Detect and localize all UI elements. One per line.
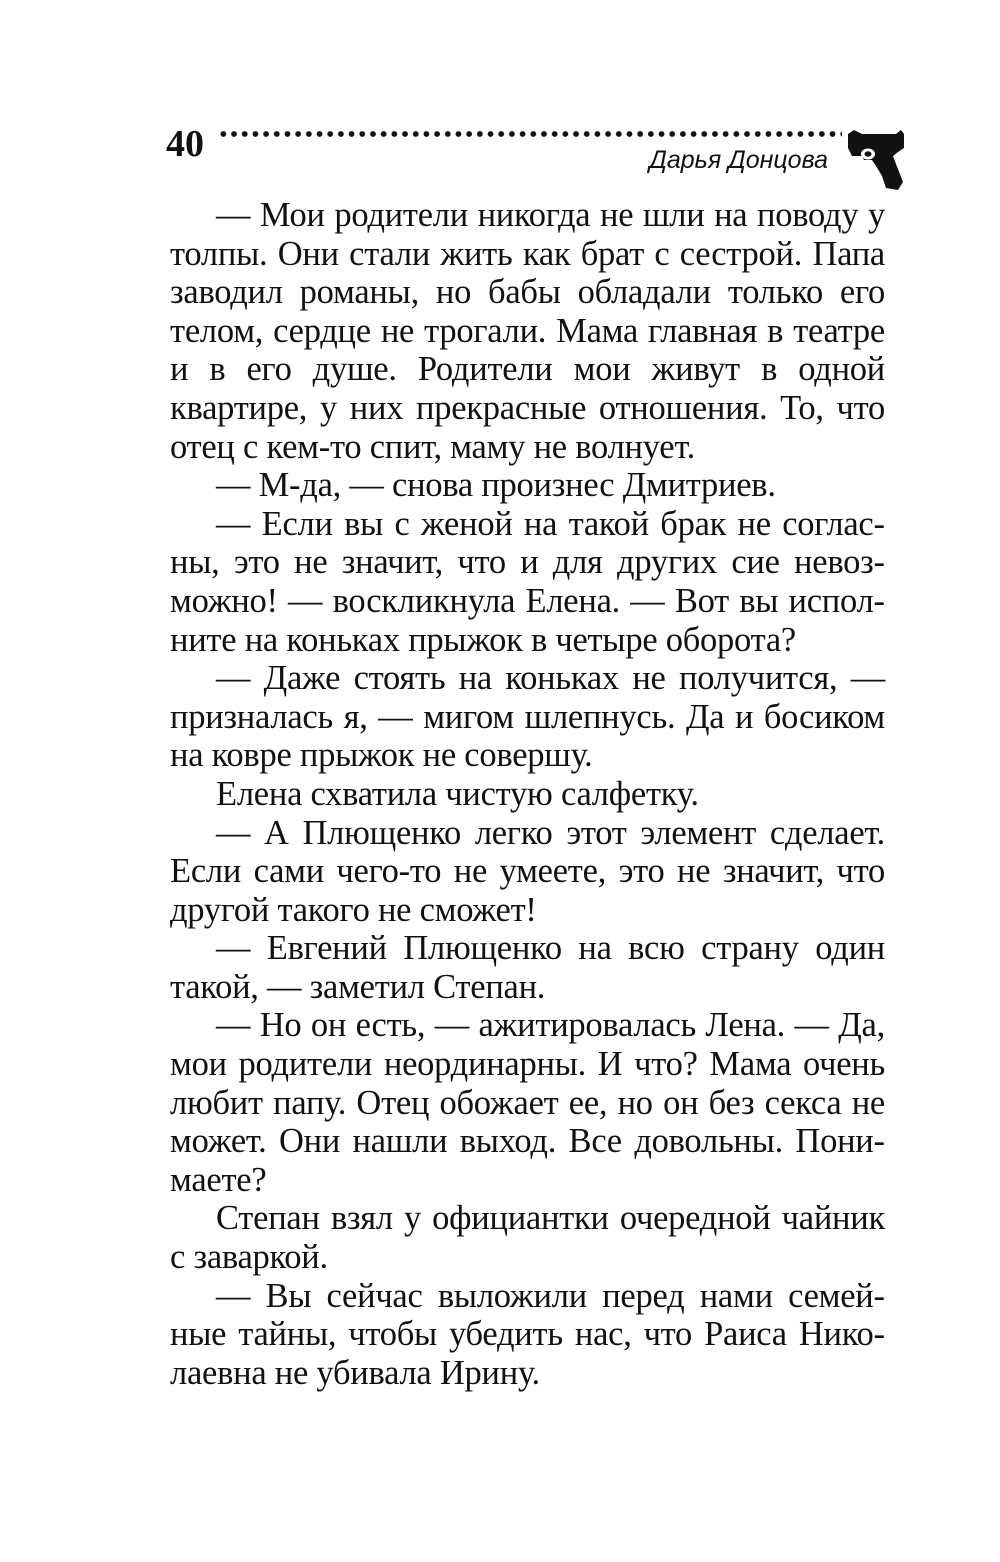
- paragraph: Степан взял у официантки очередной чайник с заваркой.: [170, 1199, 885, 1277]
- body-text: [170, 196, 885, 1392]
- paragraph: — М-да, — снова произнес Дмитриев.: [216, 466, 776, 505]
- paragraph: Елена схватила чистую салфетку.: [216, 774, 699, 813]
- paragraph: — Вы сейчас выложили перед нами семейные тайны, чтобы убедить нас, что Раиса Николаевна не убивала Ирину.: [170, 1276, 885, 1392]
- page-number: 40: [166, 123, 204, 165]
- running-header: [0, 0, 1000, 200]
- author-name: Дарья Донцова: [649, 146, 828, 174]
- dot-leader: [218, 130, 842, 138]
- paragraph: — Но он есть, — ажитировалась Лена. — Да, мои родители неординарны. И что? Мама очень любит папу. Отец обожает ее, но он без секса не может. Они нашли выход. Все довольны. Понимаете?: [170, 1006, 885, 1199]
- paragraph: — Евгений Плющенко на всю страну один такой, — заметил Степан.: [170, 929, 885, 1006]
- paragraph: — Если вы с женой на такой брак не согласны, это не значит, что и для других сие невозможно! — воскликнула Елена. — Вот вы исполните на коньках прыжок в четыре оборота?: [170, 504, 885, 659]
- pistol-icon: [846, 126, 906, 196]
- paragraph: — А Плющенко легко этот элемент сделает. Если сами чего-то не умеете, это не значит, что другой такого не сможет!: [170, 813, 885, 929]
- paragraph: — Мои родители никогда не шли на поводу у толпы. Они стали жить как брат с сестрой. Папа заводил романы, но бабы обладали только его телом, сердце не трогали. Мама главная в театре и в его душе. Родители мои живут в одной квартире, у них прекрасные отношения. То, что отец с кем-то спит, маму не волнует.: [170, 196, 885, 466]
- paragraph: — Даже стоять на коньках не получится, — призналась я, — мигом шлепнусь. Да и босиком на ковре прыжок не совершу.: [170, 659, 885, 775]
